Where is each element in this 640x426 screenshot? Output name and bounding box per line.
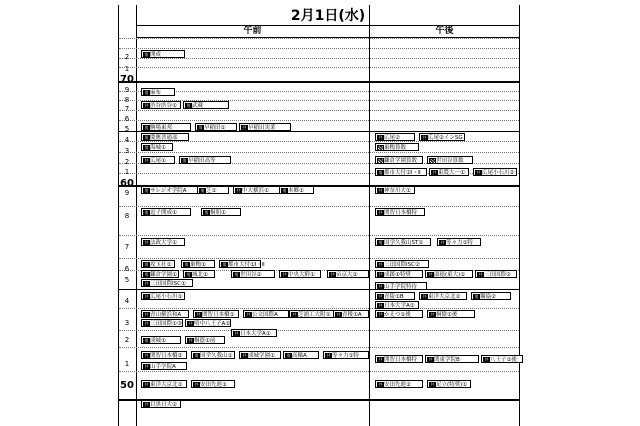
school-name: 逗子開成① (150, 210, 177, 216)
school-name: 早稲田① (204, 125, 226, 131)
gender-mark-icon: 男 (194, 353, 199, 358)
school-name: 等々力①特 (446, 240, 473, 246)
school-entry (279, 186, 314, 194)
school-entry (141, 156, 175, 164)
gender-mark-icon: 共 (144, 103, 149, 108)
gender-mark-icon: 共 (432, 170, 437, 175)
gender-mark-icon: 共 (282, 272, 287, 277)
gender-mark-icon: 共 (428, 357, 433, 362)
school-name: 攻玉社① (150, 262, 172, 268)
scale-label: 8 (124, 212, 130, 220)
school-name: 淑徳(東大)① (434, 272, 466, 278)
school-name: 世田谷① (240, 272, 262, 278)
school-entry (141, 88, 175, 96)
school-name: 青山横浜和A (150, 312, 182, 318)
school-name: 駒場東邦 (150, 125, 173, 131)
afternoon-header: 午後 (435, 26, 454, 36)
school-name: 高輪A (292, 353, 307, 359)
school-entry (327, 270, 369, 278)
row-line (119, 152, 519, 153)
gender-mark-icon: 共 (144, 402, 149, 407)
school-name: 東洋大京北② (428, 294, 461, 300)
school-entry (375, 380, 423, 388)
gender-mark-icon: 共 (144, 312, 149, 317)
row-line (119, 67, 519, 68)
scale-label: 2 (124, 158, 130, 166)
school-name: 本郷① (288, 188, 304, 194)
gender-mark-icon: 共 (430, 312, 435, 317)
gender-mark-icon: 男 (474, 294, 479, 299)
school-name: 広尾① (150, 158, 166, 164)
scale-label: 60 (120, 178, 134, 189)
scale-label: 7 (124, 105, 130, 113)
school-name: 明中八王子A① (194, 321, 231, 327)
scale-label: 1 (124, 65, 130, 73)
school-entry (375, 143, 419, 151)
school-entry (181, 260, 215, 268)
gender-mark-icon: 男 (182, 158, 187, 163)
school-entry (193, 310, 239, 318)
school-entry (283, 351, 319, 359)
school-entry (437, 238, 481, 246)
school-name: 鎌倉学園算数 (384, 158, 418, 164)
gender-mark-icon: 男 (430, 158, 435, 163)
school-name: 東農大一① (438, 170, 465, 176)
school-name: 帝京大① (336, 272, 358, 278)
school-name: 公文国際A (252, 312, 278, 318)
gender-mark-icon: 男 (144, 135, 149, 140)
scale-label: 4 (124, 297, 130, 305)
school-entry (375, 133, 415, 141)
gender-mark-icon: 共 (336, 312, 341, 317)
school-entry (323, 351, 369, 359)
gender-mark-icon: 共 (478, 272, 483, 277)
gender-mark-icon: 共 (242, 125, 247, 130)
school-entry (183, 270, 215, 278)
school-entry (243, 310, 289, 318)
school-entry (185, 336, 225, 344)
school-entry (141, 186, 203, 194)
school-name: 三田国際ISC① (150, 281, 186, 287)
school-name: 慶應普通部 (150, 135, 178, 141)
school-entry (239, 351, 281, 359)
school-entry (375, 292, 415, 300)
gender-mark-icon: 共 (378, 272, 383, 277)
school-entry (239, 123, 291, 131)
school-entry (375, 208, 425, 216)
scale-label: 9 (124, 189, 130, 197)
row-line (119, 91, 519, 92)
school-name: 開成 (150, 52, 162, 58)
school-entry (179, 156, 231, 164)
school-name: 早稲田実業 (248, 125, 276, 131)
gender-mark-icon: 共 (378, 357, 383, 362)
row-line (119, 120, 519, 121)
school-entry (195, 123, 237, 131)
school-entry (141, 50, 185, 58)
school-name: 獨協② (480, 294, 496, 300)
school-entry (141, 336, 181, 344)
gender-mark-icon: 男 (144, 262, 149, 267)
row-line (119, 58, 519, 59)
scale-label: 4 (124, 136, 130, 144)
school-entry (375, 355, 423, 363)
school-name: 関東学院B (434, 357, 460, 363)
school-entry (375, 310, 423, 318)
scale-label: 5 (124, 125, 130, 133)
school-entry (141, 319, 183, 327)
school-name: 国学久我山ST① (384, 240, 424, 246)
morning-header: 午前 (243, 26, 262, 36)
school-name: 安田先進② (384, 382, 411, 388)
gender-mark-icon: 男 (378, 170, 383, 175)
school-name: 関智日本橋② (150, 353, 183, 359)
school-entry (141, 238, 185, 246)
gender-mark-icon: 共 (422, 294, 427, 299)
school-name: 三田国際② (484, 272, 511, 278)
gender-mark-icon: 共 (236, 188, 241, 193)
school-entry (427, 310, 475, 318)
school-entry (375, 260, 429, 268)
school-entry (419, 133, 465, 141)
gender-mark-icon: 男 (378, 240, 383, 245)
gender-mark-icon: 共 (378, 188, 383, 193)
school-entry (141, 133, 189, 141)
school-name: 成城① (150, 338, 166, 344)
row-line (119, 38, 519, 39)
school-entry (471, 292, 511, 300)
scale-label: 1 (124, 360, 130, 368)
gender-mark-icon: 共 (378, 294, 383, 299)
gender-mark-icon: 共 (144, 294, 149, 299)
school-name: 等々力①特 (332, 353, 359, 359)
school-name: 日本大学A② (384, 303, 415, 309)
school-name: 桐朋① (210, 210, 226, 216)
school-name: 都市大付①Ⅰ・Ⅱ (228, 262, 265, 268)
gender-mark-icon: 共 (484, 357, 489, 362)
scale-label: 2 (124, 336, 130, 344)
school-name: 八王子①後 (490, 357, 517, 363)
school-name: 早稲田高等 (188, 158, 216, 164)
gender-mark-icon: 男 (184, 262, 189, 267)
school-name: 目黒日大② (150, 402, 177, 408)
school-entry (141, 208, 191, 216)
school-name: 開智日本橋特 (384, 357, 418, 363)
row-line (119, 110, 519, 111)
gender-mark-icon: 男 (204, 210, 209, 215)
school-entry (141, 351, 187, 359)
school-name: 中央大附① (288, 272, 315, 278)
school-name: 桐陰①後 (436, 312, 458, 318)
scale-label: 8 (124, 96, 130, 104)
school-entry (191, 351, 235, 359)
school-entry (425, 355, 479, 363)
school-name: サレジオ学院A (150, 188, 187, 194)
gender-mark-icon: 男 (186, 103, 191, 108)
gender-mark-icon: 共 (430, 382, 435, 387)
gender-mark-icon: 共 (144, 382, 149, 387)
row-line (119, 48, 519, 49)
gender-mark-icon: 共 (144, 281, 149, 286)
school-entry (141, 101, 181, 109)
gender-mark-icon: 共 (422, 135, 427, 140)
school-name: 関智日本橋① (202, 312, 235, 318)
school-entry (279, 270, 321, 278)
school-name: 広尾②インSG (428, 135, 463, 141)
school-entry (197, 186, 229, 194)
school-entry (201, 208, 241, 216)
gender-mark-icon: 男 (144, 210, 149, 215)
school-entry (185, 319, 231, 327)
school-name: 世田谷算数 (436, 158, 464, 164)
school-name: 神奈川大① (384, 188, 411, 194)
school-entry (375, 156, 423, 164)
gender-mark-icon: 共 (144, 321, 149, 326)
school-entry (141, 310, 189, 318)
gender-mark-icon: 共 (242, 353, 247, 358)
gender-mark-icon: 共 (476, 170, 481, 175)
school-name: 足立(特奨)① (436, 382, 468, 388)
school-name: 都市大付②Ⅰ・Ⅱ (384, 170, 421, 176)
scale-label: 7 (124, 243, 130, 251)
gender-mark-icon: 男 (286, 353, 291, 358)
scale-label: 70 (120, 74, 134, 85)
gender-mark-icon: 共 (144, 240, 149, 245)
school-entry (473, 168, 517, 176)
school-name: 東洋大京北① (150, 382, 183, 388)
row-line (119, 131, 519, 132)
school-name: 青陵①B (384, 294, 404, 300)
school-name: 桐蔭①前 (194, 338, 216, 344)
school-entry (141, 260, 175, 268)
gender-mark-icon: 男 (144, 52, 149, 57)
school-name: 国学久我山① (200, 353, 233, 359)
school-name: 鎌倉学園① (150, 272, 177, 278)
school-name: 武蔵 (192, 103, 204, 109)
school-entry (375, 238, 431, 246)
school-name: 渋谷渋谷① (150, 103, 177, 109)
gender-mark-icon: 共 (428, 272, 433, 277)
scale-divider (136, 5, 137, 426)
school-name: 法政大学① (150, 240, 177, 246)
gender-mark-icon: 男 (144, 338, 149, 343)
date-title: 2月1日(水) (290, 8, 366, 24)
gender-mark-icon: 共 (246, 312, 251, 317)
school-name: 成蹊①特奨 (384, 272, 411, 278)
school-name: 山手学院特待 (384, 284, 418, 290)
gender-mark-icon: 共 (234, 331, 239, 336)
school-name: 芝① (206, 188, 217, 194)
session-divider (369, 5, 370, 426)
school-entry (419, 292, 467, 300)
school-entry (425, 270, 473, 278)
row-line (119, 308, 519, 309)
school-entry (375, 282, 427, 290)
scale-label: 50 (120, 380, 134, 391)
school-entry (375, 270, 423, 278)
gender-mark-icon: 男 (200, 188, 205, 193)
row-line (119, 206, 519, 207)
gender-mark-icon: 共 (378, 312, 383, 317)
school-name: かえつ①後 (384, 312, 411, 318)
gender-mark-icon: 共 (188, 321, 193, 326)
school-entry (141, 279, 193, 287)
row-line (119, 330, 519, 331)
school-name: 成城学園① (248, 353, 275, 359)
school-name: 安田先進① (200, 382, 227, 388)
gender-mark-icon: 共 (330, 272, 335, 277)
school-entry (427, 156, 473, 164)
scale-label: 3 (124, 147, 130, 155)
gender-mark-icon: 共 (440, 240, 445, 245)
gender-mark-icon: 男 (144, 145, 149, 150)
school-name: 広尾小石川② (482, 170, 515, 176)
gender-mark-icon: 共 (326, 353, 331, 358)
gender-mark-icon: 共 (378, 382, 383, 387)
school-entry (183, 101, 229, 109)
school-name: 海城① (150, 145, 166, 151)
gender-mark-icon: 共 (144, 158, 149, 163)
school-name: 麻布 (150, 90, 162, 96)
scale-label: 1 (124, 168, 130, 176)
gender-mark-icon: 共 (292, 312, 297, 317)
school-entry (141, 400, 181, 408)
school-entry (289, 310, 339, 318)
scale-label: 6 (124, 115, 130, 123)
gender-mark-icon: 共 (378, 135, 383, 140)
gender-mark-icon: 共 (196, 312, 201, 317)
scale-label: 2 (124, 53, 130, 61)
gender-mark-icon: 男 (144, 90, 149, 95)
school-entry (429, 168, 469, 176)
gender-mark-icon: 男 (198, 125, 203, 130)
gender-mark-icon: 共 (188, 338, 193, 343)
school-name: 青稜①A (342, 312, 362, 318)
school-entry (141, 123, 191, 131)
gender-mark-icon: 男 (144, 125, 149, 130)
gender-mark-icon: 男 (144, 272, 149, 277)
row-line (119, 81, 519, 83)
school-name: 山手学院A (150, 364, 176, 370)
school-entry (231, 329, 277, 337)
school-name: 巣鴨① (190, 262, 206, 268)
gender-mark-icon: 共 (194, 382, 199, 387)
row-line (119, 289, 519, 290)
row-line (119, 258, 519, 259)
gender-mark-icon: 男 (282, 188, 287, 193)
gender-mark-icon: 男 (378, 145, 383, 150)
school-entry (141, 292, 185, 300)
school-name: 巣鴨算数 (384, 145, 407, 151)
school-entry (191, 380, 235, 388)
school-entry (141, 380, 187, 388)
school-entry (427, 380, 471, 388)
row-line (119, 347, 519, 348)
school-name: 日本大学A① (240, 331, 271, 337)
school-name: 三田国際ISC② (384, 262, 420, 268)
school-name: 広尾② (384, 135, 400, 141)
school-entry (141, 143, 173, 151)
school-entry (141, 270, 179, 278)
school-name: 関智日本橋特 (384, 210, 418, 216)
school-name: 芝浦工大附① (298, 312, 331, 318)
gender-mark-icon: 男 (222, 262, 227, 267)
gender-mark-icon: 共 (378, 210, 383, 215)
school-entry (375, 301, 419, 309)
gender-mark-icon: 共 (378, 262, 383, 267)
gender-mark-icon: 共 (378, 303, 383, 308)
gender-mark-icon: 男 (234, 272, 239, 277)
school-entry (375, 186, 415, 194)
school-entry (333, 310, 369, 318)
gender-mark-icon: 共 (144, 364, 149, 369)
school-name: 城北① (192, 272, 208, 278)
schedule-sheet (118, 5, 520, 426)
school-name: 広尾小石川① (150, 294, 183, 300)
row-line (119, 235, 519, 236)
gender-mark-icon: 男 (186, 272, 191, 277)
scale-label: 6 (124, 265, 130, 273)
school-entry (375, 168, 427, 176)
school-entry (481, 355, 523, 363)
gender-mark-icon: 男 (378, 158, 383, 163)
scale-label: 3 (124, 319, 130, 327)
gender-mark-icon: 男 (144, 188, 149, 193)
school-name: 中大横浜① (242, 188, 269, 194)
school-entry (231, 270, 275, 278)
gender-mark-icon: 共 (144, 353, 149, 358)
row-line (119, 371, 519, 372)
school-entry (475, 270, 517, 278)
school-name: 三田国際①③ (150, 321, 182, 327)
school-entry (219, 260, 265, 268)
scale-label: 5 (124, 276, 130, 284)
school-entry (141, 362, 187, 370)
scale-label: 9 (124, 86, 130, 94)
gender-mark-icon: 共 (378, 284, 383, 289)
